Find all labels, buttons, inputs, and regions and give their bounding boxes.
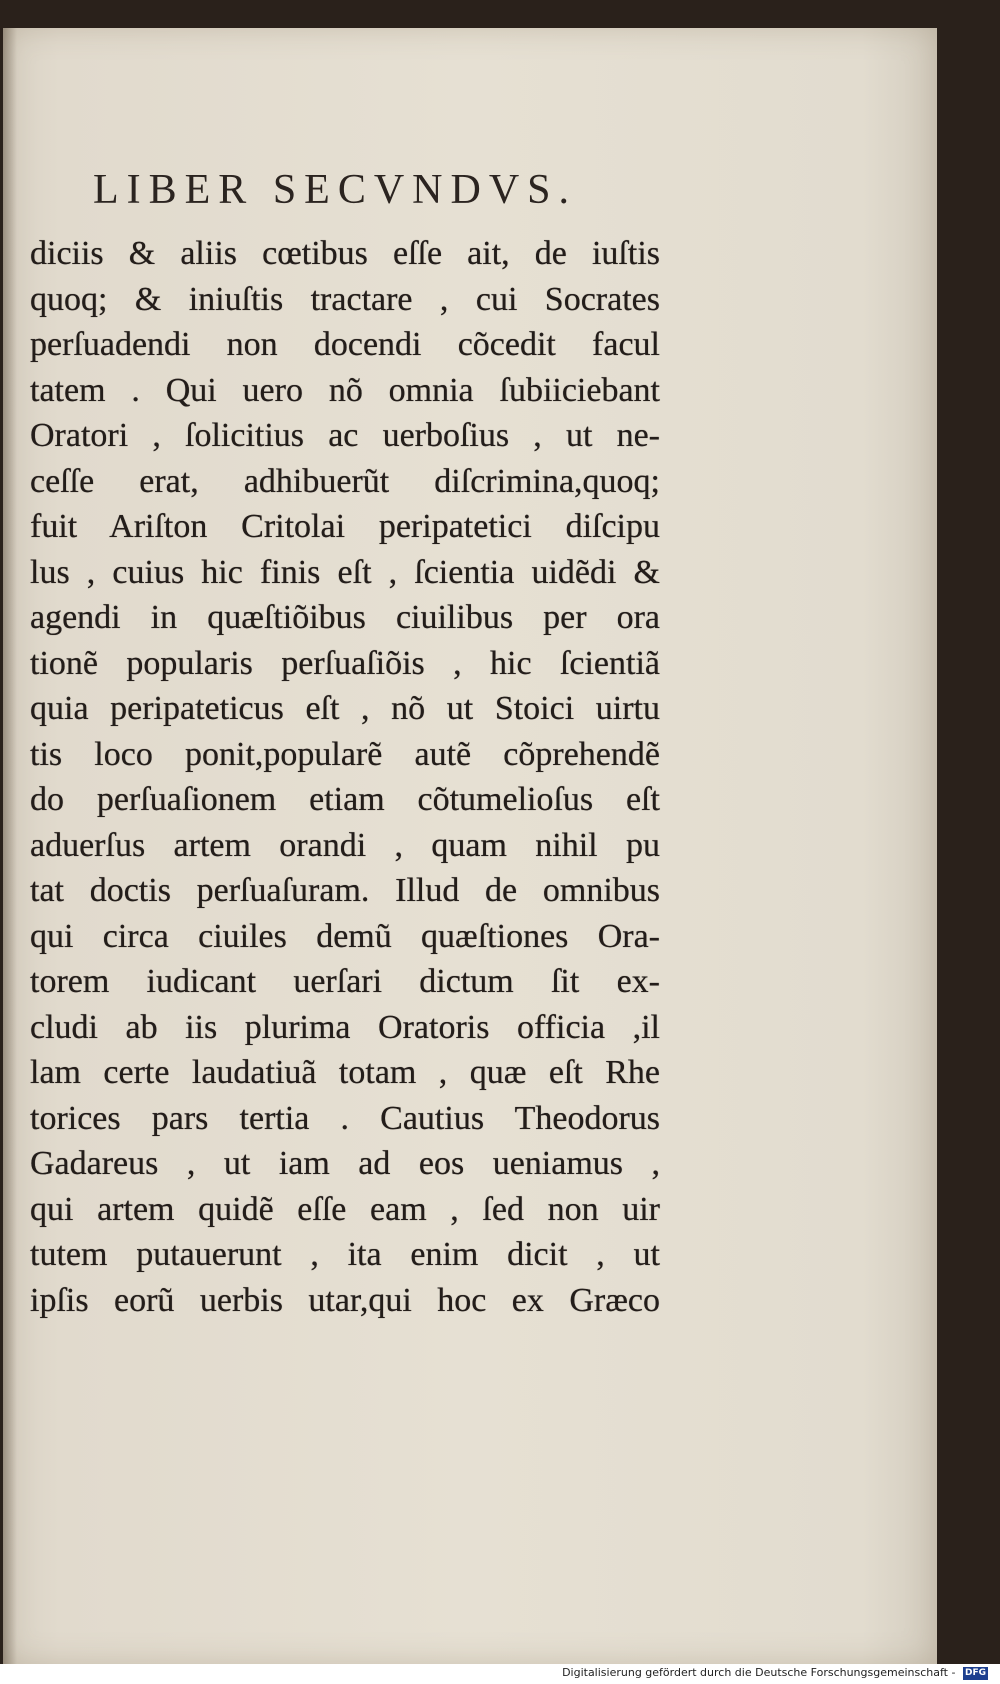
text-line: qui artem quidẽ eſſe eam , ſed non uir [30,1190,660,1228]
funding-credit: Digitalisierung gefördert durch die Deutsche Forschungsgemeinschaft - DFG [562,1666,986,1679]
text-line: perſuadendi non docendi cõcedit facul [30,326,660,363]
dfg-logo-icon: DFG [964,1667,986,1678]
text-line: ipſis eorũ uerbis utar,qui hoc ex Græco [30,1281,660,1319]
text-line: Oratori , ſolicitius ac uerboſius , ut ne- [30,417,660,454]
text-line: tis loco ponit,popularẽ autẽ cõprehendẽ [30,735,660,773]
text-line: do perſuaſionem etiam cõtumelioſus eſt [30,781,660,818]
text-line: tatem . Qui uero nõ omnia ſubiiciebant [30,371,660,409]
text-line: fuit Ariſton Critolai peripatetici diſcipu [30,508,660,545]
text-line: aduerſus artem orandi , quam nihil pu [30,826,660,864]
text-line: quoq; & iniuſtis tractare , cui Socrates [30,280,660,318]
text-line: diciis & aliis cœtibus eſſe ait, de iuſtis [30,235,660,272]
text-line: ceſſe erat, adhibuerũt diſcrimina,quoq; [30,462,660,500]
text-line: lam certe laudatiuã totam , quæ eſt Rhe [30,1054,660,1091]
text-line: lus , cuius hic finis eſt , ſcientia uidẽdi & [30,553,660,591]
body-text [30,231,660,1323]
footer-bar [0,1664,1000,1684]
text-line: cludi ab iis plurima Oratoris officia ,il [30,1008,660,1046]
text-line: qui circa ciuiles demũ quæſtiones Ora- [30,917,660,955]
text-line: tat doctis perſuaſuram. Illud de omnibus [30,872,660,909]
book-page [3,28,937,1664]
text-line: tutem putauerunt , ita enim dicit , ut [30,1236,660,1273]
credit-text: Digitalisierung gefördert durch die Deutsche Forschungsgemeinschaft [562,1666,948,1679]
text-line: quia peripateticus eſt , nõ ut Stoici uirtu [30,690,660,727]
text-line: torices pars tertia . Cautius Theodorus [30,1099,660,1137]
text-line: torem iudicant uerſari dictum ſit ex- [30,963,660,1000]
text-line: tionẽ popularis perſuaſiõis , hic ſcientiã [30,644,660,682]
text-line: Gadareus , ut iam ad eos ueniamus , [30,1145,660,1182]
text-line: agendi in quæſtiõibus ciuilibus per ora [30,599,660,636]
running-head: LIBER SECVNDVS. [93,167,578,213]
